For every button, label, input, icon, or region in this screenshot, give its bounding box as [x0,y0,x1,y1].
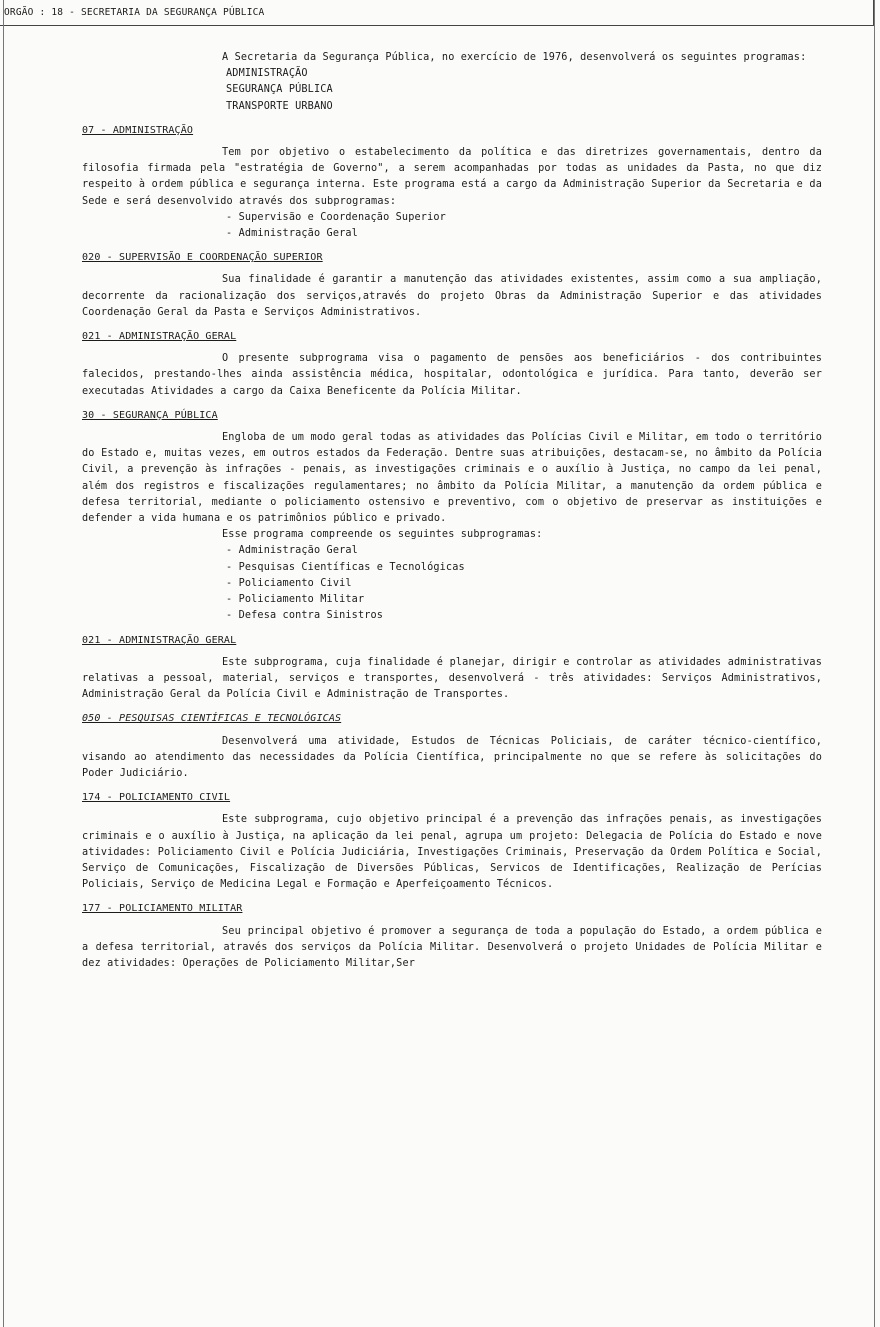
program-item: TRANSPORTE URBANO [226,100,333,112]
section-heading-021b: 021 - ADMINISTRAÇÃO GERAL [82,634,237,646]
section-text-021b: Este subprograma, cuja finalidade é planejar, dirigir e controlar as atividades administrativas relativas a pessoal, material, serviços e transportes, desenvolverá - três atividades: Serviços Administrativos, Administração Geral da Polícia Civil e Administração de Transportes. [82,656,822,701]
section-heading-174: 174 - POLICIAMENTO CIVIL [82,792,231,804]
section-text-050: Desenvolverá uma atividade, Estudos de Técnicas Policiais, de caráter técnico-científico, visando ao atendimento das necessidades da Polícia Científica, principalmente no que se refere às solicitações do Poder Judiciário. [82,735,822,779]
subprogram-item: - Pesquisas Científicas e Tecnológicas [226,561,465,573]
program-list [226,66,822,115]
subprogram-item: - Defesa contra Sinistros [226,610,384,622]
section-text-30: Engloba de um modo geral todas as atividades das Polícias Civil e Militar, em todo o território do Estado e, muitas vezes, em outros estados da Federação. Dentre suas atribuições, destacam-se, no âmbito da Polícia Civil, a prevenção às infrações - penais, as investigações criminais e o auxílio à Justiça, no campo da lei penal, além dos registros e fiscalizações regulamentares; no âmbito da Polícia Militar, a manutenção da ordem pública e defesa territorial, mediante o policiamento ostensivo e preventivo, com o objetivo de preservar as instituições e defender a vida humana e os patrimônios público e privado. [82,432,822,525]
subprogram-item: - Administração Geral [226,545,358,557]
section-heading-177: 177 - POLICIAMENTO MILITAR [82,903,243,915]
subprogram-list-07 [226,210,822,242]
section-text-020: Sua finalidade é garantir a manutenção das atividades existentes, assim como a sua ampliação, decorrente da racionalização dos serviços,através do projeto Obras da Administração Superior e das atividades Coordenação Geral da Pasta e Serviços Administrativos. [82,274,822,318]
subprogram-item: - Policiamento Civil [226,577,352,589]
section-heading-30: 30 - SEGURANÇA PÚBLICA [82,409,218,421]
document-body [82,50,822,972]
page-header: ORGÃO : 18 - SECRETARIA DA SEGURANÇA PÚBLICA [0,0,874,26]
section-text-30-intro: Esse programa compreende os seguintes subprogramas: [222,529,543,541]
section-text-021: O presente subprograma visa o pagamento de pensões aos beneficiários - dos contribuintes falecidos, prestando-lhes ainda assistência médica, hospitalar, odontológica e jurídica. Para tanto, deverão ser executadas Atividades a cargo da Caixa Beneficente da Polícia Militar. [82,353,822,397]
program-item: ADMINISTRAÇÃO [226,68,308,80]
subprogram-item: - Policiamento Militar [226,594,365,606]
left-margin-rule [3,0,4,1327]
section-text-177: Seu principal objetivo é promover a segurança de toda a população do Estado, a ordem pública e a defesa territorial, através dos serviços da Polícia Militar. Desenvolverá o projeto Unidades de Polícia Militar e dez atividades: Operações de Policiamento Militar,Ser [82,925,822,969]
subprogram-list-30 [226,543,822,624]
right-margin-rule [874,0,875,1327]
program-item: SEGURANÇA PÚBLICA [226,84,333,96]
section-text-07: Tem por objetivo o estabelecimento da política e das diretrizes governamentais, dentro da filosofia firmada pela "estratégia de Governo", a serem acompanhadas por todas as unidades da Pasta, no que diz respeito à ordem pública e segurança interna. Este programa está a cargo da Administração Superior da Secretaria e da Sede e será desenvolvido através dos subprogramas: [82,147,822,207]
subprogram-item: - Administração Geral [226,228,358,240]
section-text-174: Este subprograma, cujo objetivo principal é a prevenção das infrações penais, as investigações criminais e o auxílio à Justiça, na aplicação da lei penal, agrupa um projeto: Delegacia de Polícia do Estado e nove atividades: Policiamento Civil e Polícia Judiciária, Investigações Criminais, Preservação da Ordem Política e Social, Serviço de Comunicações, Fiscalização de Diversões Públicas, Servicos de Identificações, Realização de Perícias Policiais, Serviço de Medicina Legal e Formação e Aperfeiçoamento Técnicos. [82,814,822,891]
intro-paragraph: A Secretaria da Segurança Pública, no exercício de 1976, desenvolverá os seguintes programas: [222,52,807,63]
section-heading-020: 020 - SUPERVISÃO E COORDENAÇÃO SUPERIOR [82,252,323,264]
section-heading-021: 021 - ADMINISTRAÇÃO GERAL [82,331,237,343]
section-heading-07: 07 - ADMINISTRAÇÃO [82,124,194,136]
subprogram-item: - Supervisão e Coordenação Superior [226,211,446,223]
section-heading-050: 050 - PESQUISAS CIENTÍFICAS E TECNOLÓGICAS [82,713,342,725]
